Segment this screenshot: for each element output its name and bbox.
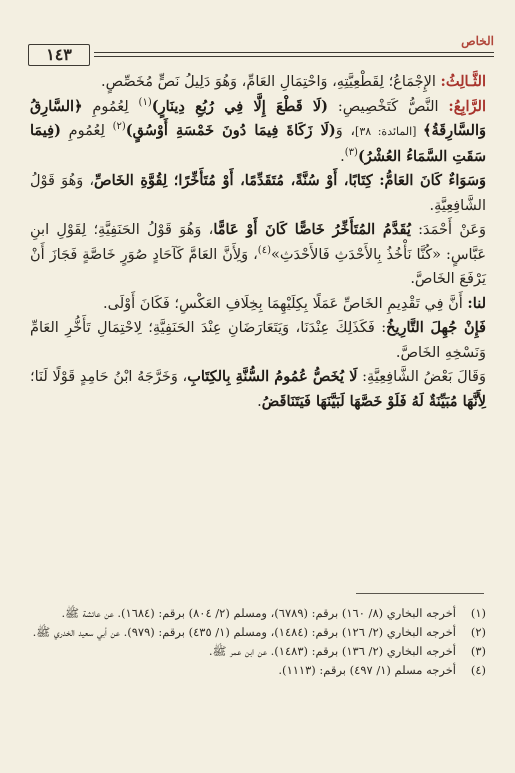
- footnotes: [30, 604, 486, 680]
- footnote-ref: (٣): [344, 146, 358, 158]
- paragraph-text: .: [340, 148, 345, 165]
- paragraph-text: النَّصُّ كَتَخْصِيصِ:: [328, 98, 449, 115]
- section-label-fourth: الرَّابِعُ:: [448, 97, 487, 115]
- verse-reference: [المائدة: ٣٨]: [355, 125, 423, 138]
- paragraph-shafii: [30, 365, 486, 414]
- paragraph-lana: [30, 292, 486, 317]
- hadith-quote: (لَا قَطْعَ إِلَّا فِي رُبُعِ دِينَارٍ): [151, 97, 329, 115]
- footnote-text: أخرجه مسلم (١/ ٤٩٧) برقم: (١١١٣).: [278, 663, 456, 677]
- footnote-item: [30, 661, 486, 680]
- footnote-number: (٤): [470, 663, 486, 677]
- footnote-item: [30, 642, 486, 661]
- paragraph-text: ، وَهُوَ قَوْلُ الحَنَفِيَّةِ؛ لِقَوْلِ ابنِ عَبَّاسٍ: «كُنَّا نَأْخُذُ بِالأَحْدَثِ فَالأَحْدَثِ»: [30, 222, 486, 263]
- paragraph-text: وَعَنْ أَحْمَدَ:: [410, 222, 487, 238]
- paragraph-text: ، وَخَرَّجَهُ ابْنُ حَامِدٍ قَوْلًا لَنَا؛: [30, 369, 188, 385]
- bold-statement: وَسَوَاءٌ كَانَ العَامُّ: كِتَابًا، أَوْ سُنَّةً، مُتَقَدِّمًا، أَوْ مُتَأَخِّرًا؛ لِقُوَّةِ الخَاصِّ: [94, 172, 486, 189]
- footnote-number: (١): [470, 606, 486, 620]
- paragraph-text: لِعُمُومِ: [82, 98, 139, 115]
- chapter-title: الخاص: [461, 34, 494, 48]
- footnote-ref: (١): [138, 96, 152, 108]
- paragraph-text: وَقَالَ بَعْضُ الشَّافِعِيَّةِ:: [357, 369, 486, 385]
- bold-statement: فَإِنْ جُهِلَ التَّارِيخُ: [386, 319, 486, 336]
- bold-statement: لِأَنَّهَا مُبَيِّنَةٌ لَهُ فَلَوْ خَصَّهَا لَبَيَّنَهَا فَيَتَنَاقَضُ: [261, 392, 486, 410]
- paragraph-ahmad: [30, 218, 486, 292]
- footnote-separator: [356, 593, 484, 594]
- paragraph-text: .: [257, 393, 262, 410]
- hadith-quote: (فِيمَا سَقَتِ السَّمَاءُ العُشْرُ): [30, 122, 486, 165]
- footnote-text: أخرجه البخاري (٢/ ١٢٦) برقم: (١٤٨٤)، ومسلم (١/ ٤٣٥) برقم: (٩٧٩). عن أبي سعيد الخدري ﷺ.: [32, 625, 456, 639]
- header-rule-bottom: [94, 56, 494, 57]
- section-label-third: الثَّـالِثُ:: [440, 73, 486, 90]
- bold-statement: لَا يُخَصُّ عُمُومُ السُّنَّةِ بِالكِتَابِ: [187, 368, 358, 385]
- paragraph-text: : فَكَذَلِكَ عِنْدَنَا، وَيَتَعَارَضَانِ عِنْدَ الحَنَفِيَّةِ؛ لِاحْتِمَالِ تَأَخُّرِ العَامِّ وَنَسْخِهِ الخَاصَّ.: [30, 320, 486, 361]
- paragraph-general: [30, 169, 486, 218]
- paragraph-fourth: [30, 95, 486, 170]
- footnote-ref: (٢): [112, 121, 126, 133]
- paragraph-text: لِعُمُومِ: [60, 123, 113, 139]
- footnote-item: [30, 623, 486, 642]
- footnote-number: (٣): [470, 644, 486, 658]
- paragraph-text: ، وَلِأَنَّ العَامَّ كَآحَادٍ صُوَرٍ خَاصَّةٍ فَجَازَ أَنْ يَرْفَعَ الخَاصَّ.: [30, 246, 486, 287]
- quran-verse: ﴿السَّارِقُ وَالسَّارِقَةُ﴾: [30, 97, 486, 139]
- footnote-text: أخرجه البخاري (٨/ ١٦٠) برقم: (٦٧٨٩)، ومسلم (٢/ ٨٠٤) برقم: (١٦٨٤). عن عائشة ﷺ.: [61, 606, 456, 620]
- paragraph-third: [30, 70, 486, 95]
- section-label-lana: لنا:: [467, 294, 486, 312]
- paragraph-text: أَنَّ فِي تَقْدِيمِ الخَاصِّ عَمَلًا بِكِلَيْهِمَا بِخِلَافِ العَكْسِ؛ فَكَانَ أَوْلَى.: [103, 295, 468, 312]
- paragraph-text: ، وَ: [335, 123, 356, 139]
- main-text: [30, 70, 486, 414]
- bold-statement: يُقَدَّمُ المُتَأَخِّرُ خَاصًّا كَانَ أَوْ عَامًّا: [213, 221, 411, 238]
- footnote-number: (٢): [470, 625, 486, 639]
- page-header: [28, 30, 494, 64]
- paragraph-text: الإِجْمَاعُ؛ لِقَطْعِيَّتِهِ، وَاحْتِمَالِ العَامِّ، وَهُوَ دَلِيلُ نَصٍّ مُخَصِّصٍ.: [100, 74, 441, 90]
- footnote-ref: (٤): [257, 244, 271, 256]
- paragraph-history: [30, 316, 486, 365]
- paragraph-text: ، وَهُوَ قَوْلُ الشَّافِعِيَّةِ.: [30, 173, 486, 214]
- header-rule-top: [94, 52, 494, 53]
- hadith-quote: (لَا زَكَاةَ فِيمَا دُونَ خَمْسَةِ أَوْسُقٍ): [125, 122, 336, 139]
- page-number: ١٤٣: [28, 44, 90, 66]
- footnote-text: أخرجه البخاري (٢/ ١٣٦) برقم: (١٤٨٣). عن ابن عمر ﷺ.: [208, 644, 456, 658]
- footnote-item: [30, 604, 486, 623]
